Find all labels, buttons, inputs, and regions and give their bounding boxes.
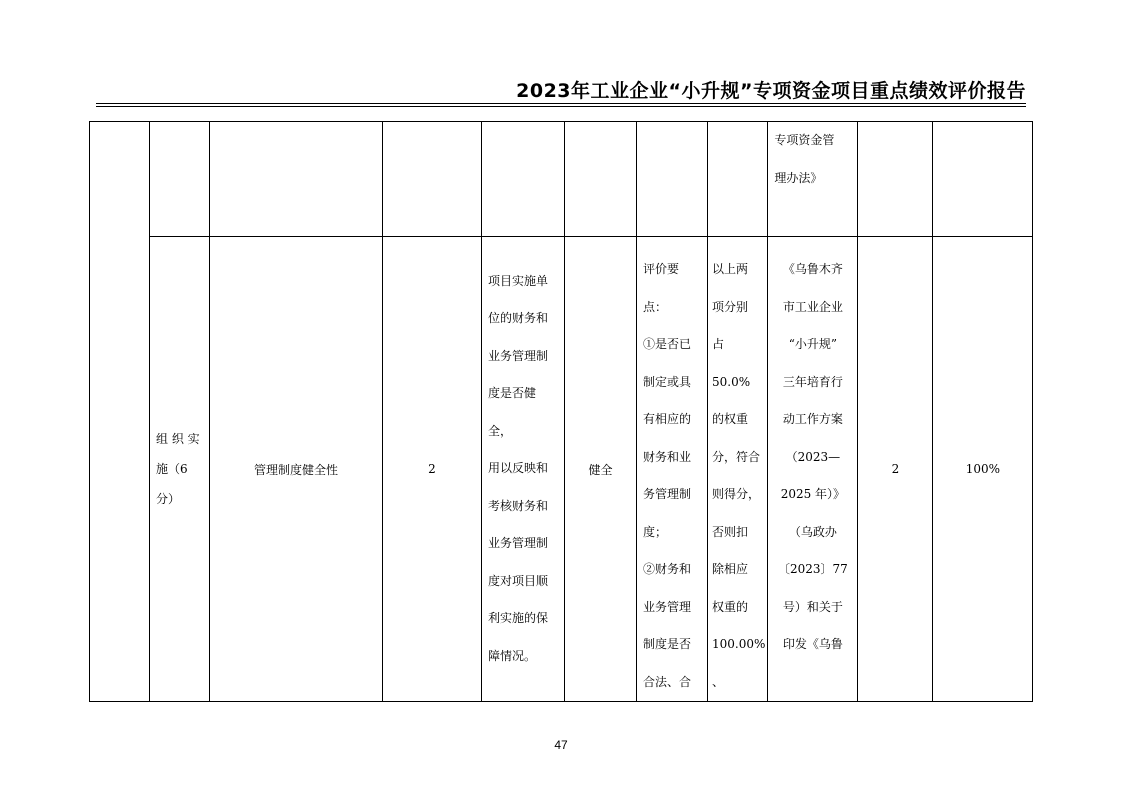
method-line: 则得分， xyxy=(712,487,761,501)
criteria-line: 制度是否 xyxy=(643,637,692,651)
header-rule xyxy=(96,103,1026,104)
basis-line: 三年培育行 xyxy=(782,374,843,389)
method-cell xyxy=(708,122,768,237)
basis-line: 印发《乌鲁 xyxy=(782,637,843,651)
method-line: 权重的 xyxy=(712,599,749,614)
page-number: 47 xyxy=(554,738,568,752)
explanation-cell xyxy=(482,122,565,237)
method-line: 以上两 xyxy=(712,262,749,276)
score-rate-cell: 100% xyxy=(933,237,1033,702)
score-cell xyxy=(858,122,933,237)
basis-line: 理办法》 xyxy=(774,170,823,185)
explanation-line: 业务管理制 xyxy=(488,536,549,551)
level1-indicator-cell xyxy=(90,122,150,702)
target-cell xyxy=(565,122,637,237)
level2-indicator-cell xyxy=(150,237,210,702)
method-line: 除相应 xyxy=(712,562,749,576)
criteria-cell xyxy=(637,237,708,702)
basis-line: 〔2023〕77 xyxy=(777,562,848,576)
method-cell xyxy=(708,237,768,702)
method-line: 占 50.0% xyxy=(712,337,751,389)
criteria-line: 评价要点： xyxy=(643,262,680,314)
criteria-line: 有相应的 xyxy=(643,412,692,426)
criteria-line: 合法、合 xyxy=(643,674,692,689)
basis-line: 市工业企业 xyxy=(782,299,843,314)
basis-cell xyxy=(768,237,858,702)
report-header-title: 2023年工业企业“小升规”专项资金项目重点绩效评价报告 xyxy=(516,80,1026,102)
indicator-cell xyxy=(210,122,383,237)
explanation-line: 项目实施单 xyxy=(488,273,549,288)
method-line: 分，符合 xyxy=(712,449,761,464)
criteria-line: ①是否已 xyxy=(643,337,692,351)
score-rate-cell xyxy=(933,122,1033,237)
criteria-line: 务管理制 xyxy=(643,487,692,501)
criteria-line: 业务管理 xyxy=(643,599,692,614)
criteria-cell xyxy=(637,122,708,237)
criteria-line: 财务和业 xyxy=(643,449,692,464)
criteria-line: 度； xyxy=(643,524,668,539)
explanation-line: 障情况。 xyxy=(488,648,537,663)
table-row xyxy=(90,237,1033,702)
basis-line: （2023— xyxy=(785,449,841,464)
explanation-line: 度对项目顺 xyxy=(488,573,549,588)
criteria-line: 制定或具 xyxy=(643,374,692,389)
level2-line: 组 织 实 xyxy=(156,432,200,446)
table-row xyxy=(90,122,1033,237)
basis-line: 专项资金管 xyxy=(774,133,835,147)
basis-line: “小升规” xyxy=(788,337,838,351)
weight-cell xyxy=(383,122,482,237)
level2-indicator-cell xyxy=(150,122,210,237)
method-line: 、 xyxy=(712,674,725,689)
basis-line: 2025 年）》 xyxy=(780,487,846,501)
level2-line: 施（6 分） xyxy=(156,462,188,506)
method-line: 项分别 xyxy=(712,299,749,314)
explanation-line: 利实施的保 xyxy=(488,611,549,626)
method-line: 的权重 xyxy=(712,412,749,426)
explanation-line: 位的财务和 xyxy=(488,311,549,326)
basis-cell xyxy=(768,122,858,237)
score-cell: 2 xyxy=(858,237,933,702)
criteria-line: ②财务和 xyxy=(643,562,692,576)
evaluation-table xyxy=(89,121,1033,702)
indicator-cell: 管理制度健全性 xyxy=(210,237,383,702)
basis-line: （乌政办 xyxy=(788,524,837,539)
weight-cell: 2 xyxy=(383,237,482,702)
method-line: 否则扣 xyxy=(712,524,749,539)
basis-line: 动工作方案 xyxy=(782,412,843,426)
header-rule-thin xyxy=(96,106,1026,107)
method-line: 100.00% xyxy=(712,637,766,651)
explanation-line: 用以反映和 xyxy=(488,461,549,476)
explanation-line: 业务管理制 xyxy=(488,348,549,363)
explanation-line: 考核财务和 xyxy=(488,498,549,513)
basis-line: 号）和关于 xyxy=(782,599,843,614)
target-cell: 健全 xyxy=(565,237,637,702)
basis-line: 《乌鲁木齐 xyxy=(782,262,843,276)
explanation-line: 度是否健全， xyxy=(488,386,537,438)
explanation-cell xyxy=(482,237,565,702)
